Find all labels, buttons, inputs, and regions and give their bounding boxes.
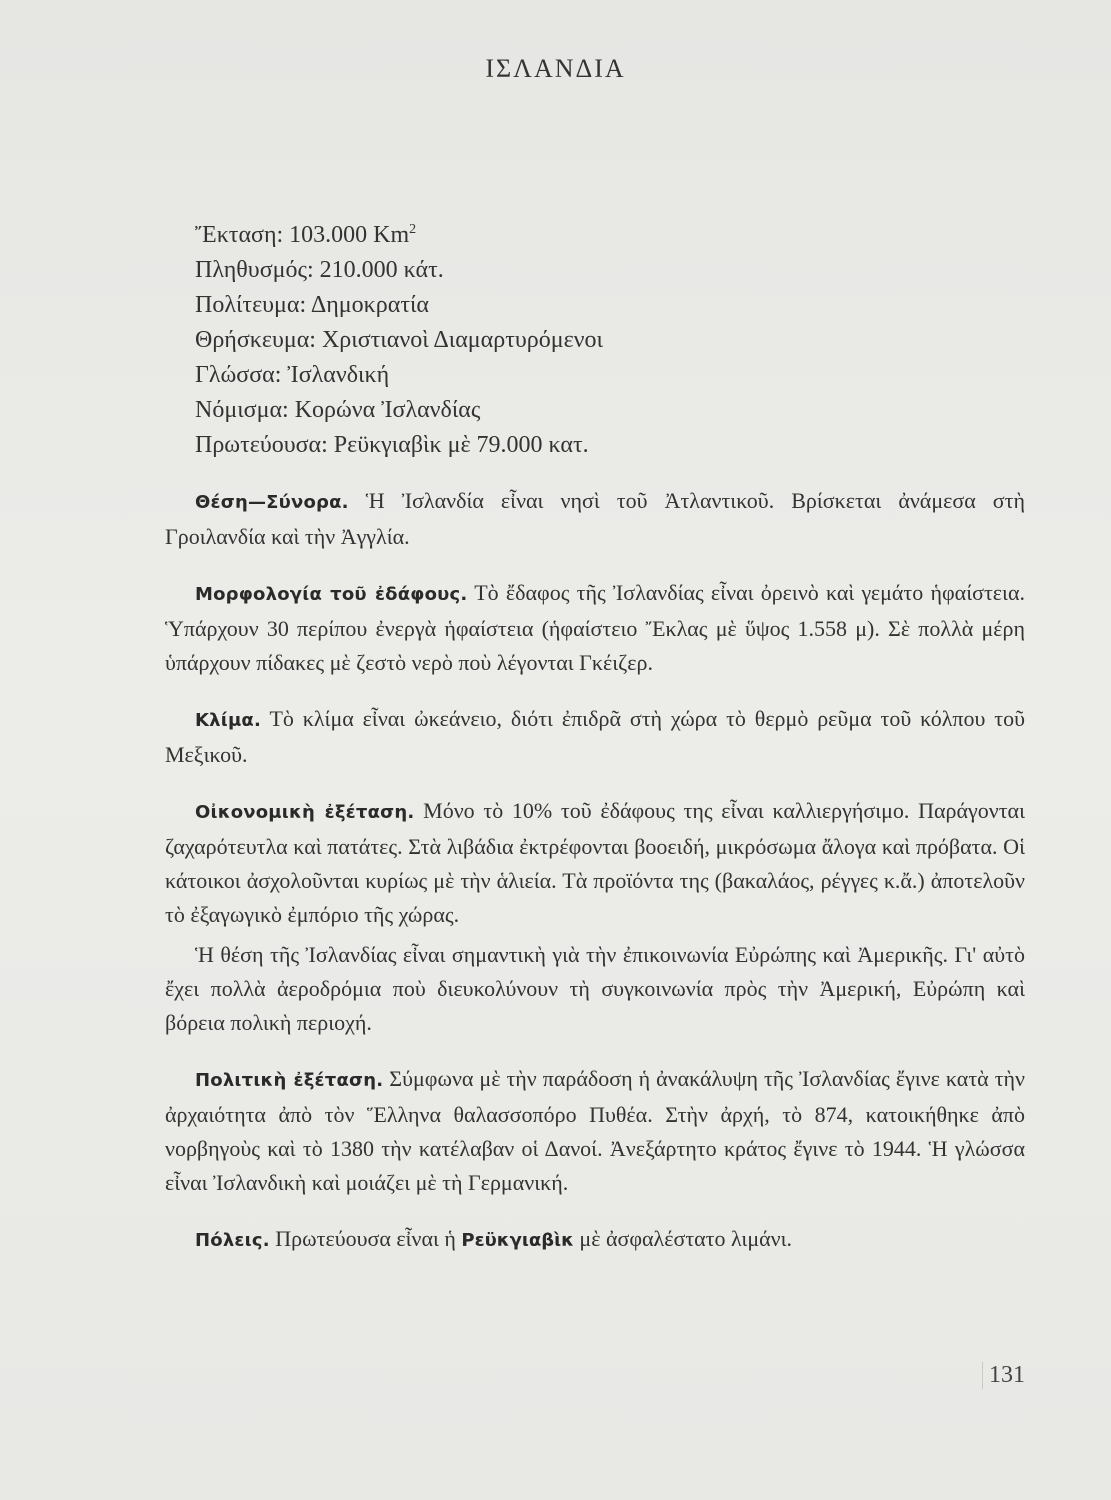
section-heading: Κλίμα. bbox=[195, 710, 262, 731]
page-title: ΙΣΛΑΝΔΙΑ bbox=[485, 54, 626, 83]
body-text bbox=[165, 484, 1025, 1258]
fact-language: Γλώσσα: Ἰσλανδική bbox=[195, 362, 390, 388]
fact-government: Πολίτευμα: Δημοκρατία bbox=[195, 292, 429, 318]
section-heading: Θέση—Σύνορα. bbox=[195, 492, 349, 513]
section-economy-continued: Ἡ θέση τῆς Ἰσλανδίας εἶναι σημαντικὴ γιὰ τὴν ἐπικοινωνία Εὐρώπης καὶ Ἀμερικῆς. Γι' αὐτὸ ἔχει πολλὰ ἀεροδρόμια ποὺ διευκολύνουν τὴ συγκοινωνία πρὸς τὴν Ἀμερική, Εὐρώπη καὶ βόρεια πολικὴ περιοχή. bbox=[165, 942, 1025, 1035]
fact-population: Πληθυσμός: 210.000 κάτ. bbox=[195, 257, 444, 283]
section-heading: Μορφολογία τοῦ ἐδάφους. bbox=[195, 584, 468, 605]
facts-list bbox=[195, 218, 895, 463]
fact-religion: Θρήσκευμα: Χριστιανοὶ Διαμαρτυρόμενοι bbox=[195, 327, 603, 353]
fact-currency: Νόμισμα: Κορώνα Ἰσλανδίας bbox=[195, 397, 481, 423]
section-cities: Πόλεις. Πρωτεύουσα εἶναι ἡ Ρεϋκγιαβὶκ μὲ ἀσφαλέστατο λιμάνι. bbox=[195, 1226, 793, 1251]
fact-capital: Πρωτεύουσα: Ρεϋκγιαβὶκ μὲ 79.000 κατ. bbox=[195, 432, 589, 458]
section-climate: Κλίμα. Τὸ κλίμα εἶναι ὠκεάνειο, διότι ἐπιδρᾶ στὴ χώρα τὸ θερμὸ ρεῦμα τοῦ κόλπου τοῦ Μεξικοῦ. bbox=[165, 706, 1025, 767]
section-heading: Πολιτικὴ ἐξέταση. bbox=[195, 1070, 384, 1091]
section-politics: Πολιτικὴ ἐξέταση. Σύμφωνα μὲ τὴν παράδοση ἡ ἀνακάλυψη τῆς Ἰσλανδίας ἔγινε κατὰ τὴν ἀρχαιότητα ἀπὸ τὸν Ἕλληνα θαλασσοπόρο Πυθέα. Στὴν ἀρχή, τὸ 874, κατοικήθηκε ἀπὸ νορβηγοὺς καὶ τὸ 1380 τὴν κατέλαβαν οἱ Δανοί. Ἀνεξάρτητο κράτος ἔγινε τὸ 1944. Ἡ γλώσσα εἶναι Ἰσλανδικὴ καὶ μοιάζει μὲ τὴ Γερμανική. bbox=[165, 1066, 1025, 1195]
fact-area: Ἔκταση: 103.000 Km$^2$ bbox=[195, 222, 417, 248]
section-location: Θέση—Σύνορα. Ἡ Ἰσλανδία εἶναι νησὶ τοῦ Ἀτλαντικοῦ. Βρίσκεται ἀνάμεσα στὴ Γροιλανδία καὶ τὴν Ἀγγλία. bbox=[165, 488, 1025, 549]
section-morphology: Μορφολογία τοῦ ἐδάφους. Τὸ ἔδαφος τῆς Ἰσλανδίας εἶναι ὀρεινὸ καὶ γεμάτο ἡφαίστεια. Ὑπάρχουν 30 περίπου ἐνεργὰ ἡφαίστεια (ἡφαίστειο Ἔκλας μὲ ὕψος 1.558 μ). Σὲ πολλὰ μέρη ὑπάρχουν πίδακες μὲ ζεστὸ νερὸ ποὺ λέγονται Γκέιζερ. bbox=[165, 580, 1025, 675]
page-number: 131 bbox=[982, 1362, 1025, 1389]
section-economy: Οἰκονομικὴ ἐξέταση. Μόνο τὸ 10% τοῦ ἐδάφους της εἶναι καλλιεργήσιμο. Παράγονται ζαχαρότευτλα καὶ πατάτες. Στὰ λιβάδια ἐκτρέφονται βοοειδή, μικρόσωμα ἄλογα καὶ πρόβατα. Οἱ κάτοικοι ἀσχολοῦνται κυρίως μὲ τὴν ἁλιεία. Τὰ προϊόντα της (βακαλάος, ρέγγες κ.ἄ.) ἀποτελοῦν τὸ ἐξαγωγικὸ ἐμπόριο τῆς χώρας. bbox=[165, 798, 1025, 927]
section-heading: Πόλεις. bbox=[195, 1230, 270, 1251]
section-heading: Οἰκονομικὴ ἐξέταση. bbox=[195, 802, 415, 823]
capital-name: Ρεϋκγιαβὶκ bbox=[461, 1230, 574, 1251]
